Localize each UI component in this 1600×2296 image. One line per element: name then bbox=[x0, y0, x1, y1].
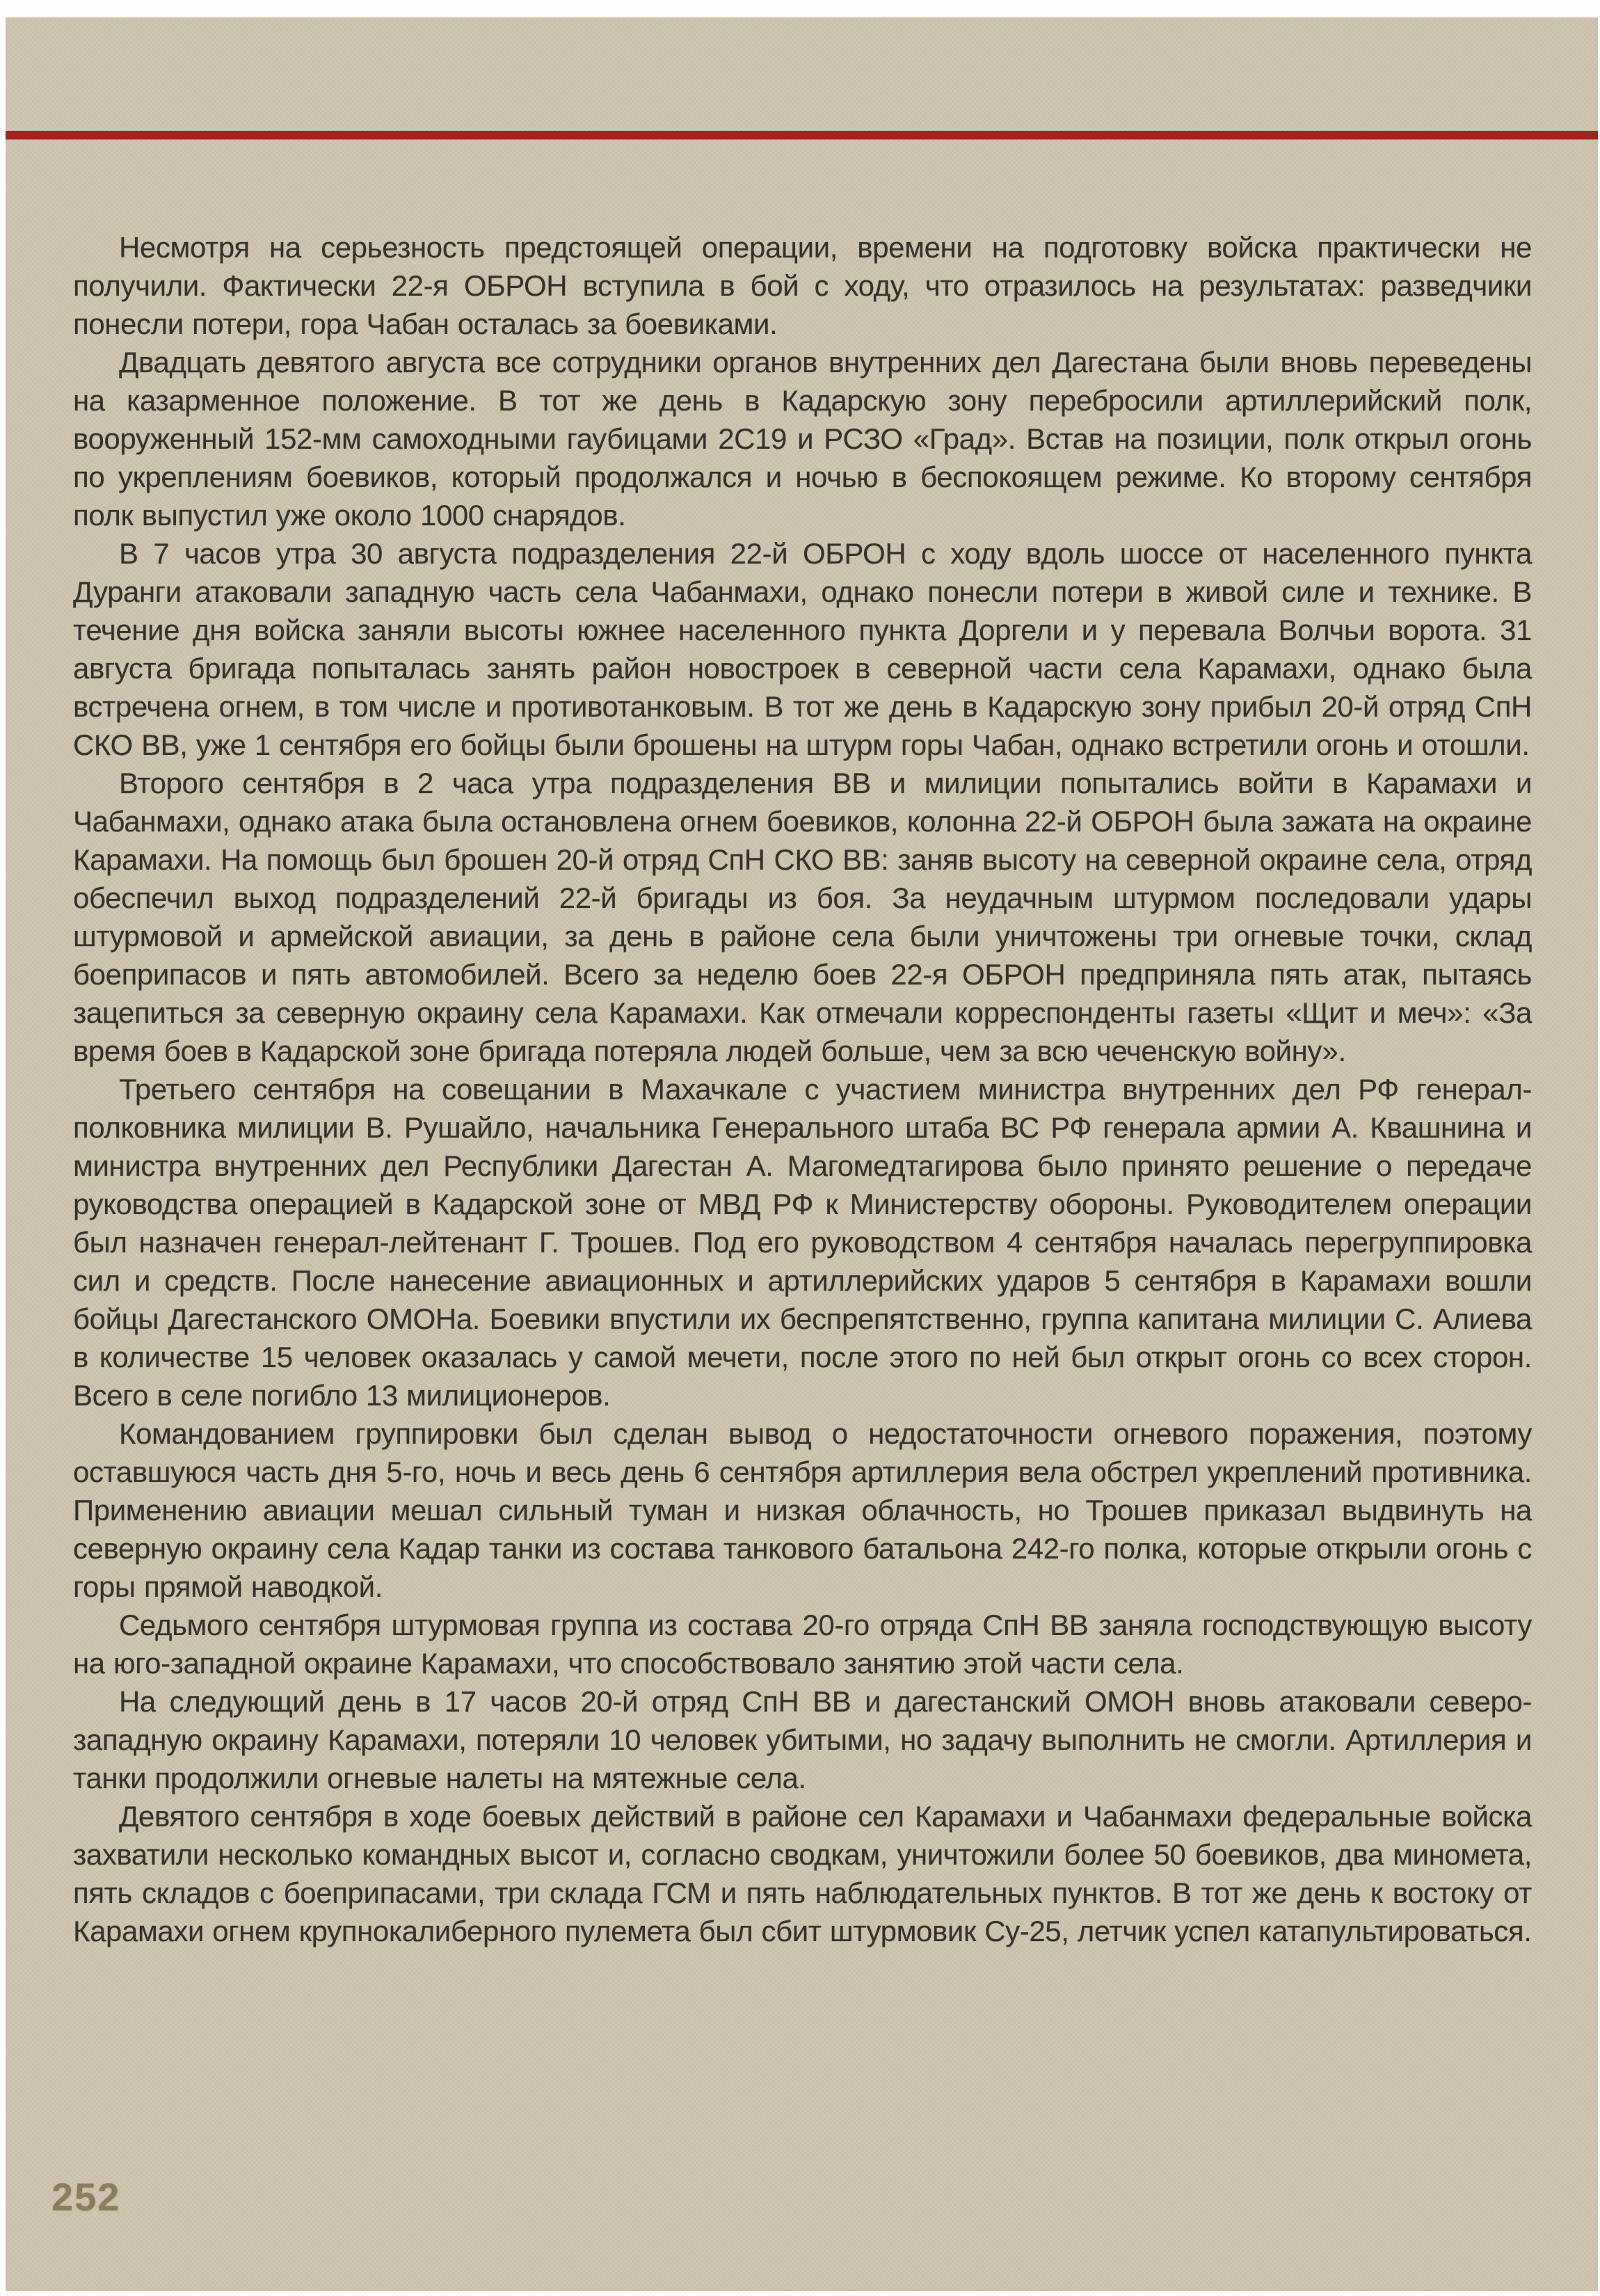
page-number: 252 bbox=[51, 2175, 121, 2219]
book-page bbox=[6, 17, 1598, 2291]
paragraph: Девятого сентября в ходе боевых действий в районе сел Карамахи и Чабанмахи федеральные войска захватили несколько командных высот и, согласно сводкам, уничтожили более 50 боевиков, два миномета, пять складов с боеприпасами, три склада ГСМ и пять наблюдательных пунктов. В тот же день к востоку от Карамахи огнем крупнокалиберного пулемета был сбит штурмовик Су-25, летчик успел катапультироваться. bbox=[73, 1800, 1532, 1947]
body-text bbox=[73, 228, 1532, 1950]
paragraph: Двадцать девятого августа все сотрудники органов внутренних дел Дагестана были вновь переведены на казарменное положение. В тот же день в Кадарскую зону перебросили артиллерийский полк, вооруженный 152-мм самоходными гаубицами 2С19 и РСЗО «Град». Встав на позиции, полк открыл огонь по укреплениям боевиков, который продолжался и ночью в беспокоящем режиме. Ко второму сентября полк выпустил уже около 1000 снарядов. bbox=[73, 346, 1532, 532]
paragraph: Седьмого сентября штурмовая группа из состава 20-го отряда СпН ВВ заняла господствующую высоту на юго-западной окраине Карамахи, что способствовало занятию этой части села. bbox=[73, 1609, 1532, 1680]
paragraph: В 7 часов утра 30 августа подразделения 22-й ОБРОН с ходу вдоль шоссе от населенного пункта Дуранги атаковали западную часть села Чабанмахи, однако понесли потери в живой силе и технике. В течение дня войска заняли высоты южнее населенного пункта Доргели и у перевала Волчьи ворота. 31 августа бригада попыталась занять район новостроек в северной части села Карамахи, однако была встречена огнем, в том числе и противотанковым. В тот же день в Кадарскую зону прибыл 20-й отряд СпН СКО ВВ, уже 1 сентября его бойцы были брошены на штурм горы Чабан, однако встретили огонь и отошли. bbox=[73, 537, 1532, 761]
paragraph: Третьего сентября на совещании в Махачкале с участием министра внутренних дел РФ генерал-полковника милиции В. Рушайло, начальника Генерального штаба ВС РФ генерала армии А. Квашнина и министра внутренних дел Республики Дагестан А. Магомедтагирова было принято решение о передаче руководства операцией в Кадарской зоне от МВД РФ к Министерству обороны. Руководителем операции был назначен генерал-лейтенант Г. Трошев. Под его руководством 4 сентября началась перегруппировка сил и средств. После нанесение авиационных и артиллерийских ударов 5 сентября в Карамахи вошли бойцы Дагестанского ОМОНа. Боевики впустили их беспрепятственно, группа капитана милиции С. Алиева в количестве 15 человек оказалась у самой мечети, после этого по ней был открыт огонь со всех сторон. Всего в селе погибло 13 милиционеров. bbox=[73, 1073, 1532, 1412]
paragraph: Несмотря на серьезность предстоящей операции, времени на подготовку войска практически не получили. Фактически 22-я ОБРОН вступила в бой с ходу, что отразилось на результатах: разведчики понесли потери, гора Чабан осталась за боевиками. bbox=[73, 231, 1532, 340]
paragraph: Второго сентября в 2 часа утра подразделения ВВ и милиции попытались войти в Карамахи и Чабанмахи, однако атака была остановлена огнем боевиков, колонна 22-й ОБРОН была зажата на окраине Карамахи. На помощь был брошен 20-й отряд СпН СКО ВВ: заняв высоту на северной окраине села, отряд обеспечил выход подразделений 22-й бригады из боя. За неудачным штурмом последовали удары штурмовой и армейской авиации, за день в районе села были уничтожены три огневые точки, склад боеприпасов и пять автомобилей. Всего за неделю боев 22-я ОБРОН предприняла пять атак, пытаясь зацепиться за северную окраину села Карамахи. Как отмечали корреспонденты газеты «Щит и меч»: «За время боев в Кадарской зоне бригада потеряла людей больше, чем за всю чеченскую войну». bbox=[73, 767, 1532, 1067]
top-rule-divider bbox=[6, 131, 1598, 139]
paragraph: Командованием группировки был сделан вывод о недостаточности огневого поражения, поэтому оставшуюся часть дня 5-го, ночь и весь день 6 сентября артиллерия вела обстрел укреплений противника. Применению авиации мешал сильный туман и низкая облачность, но Трошев приказал выдвинуть на северную окраину села Кадар танки из состава танкового батальона 242-го полка, которые открыли огонь с горы прямой наводкой. bbox=[73, 1417, 1532, 1603]
paragraph: На следующий день в 17 часов 20-й отряд СпН ВВ и дагестанский ОМОН вновь атаковали северо-западную окраину Карамахи, потеряли 10 человек убитыми, но задачу выполнить не смогли. Артиллерия и танки продолжили огневые налеты на мятежные села. bbox=[73, 1685, 1532, 1794]
